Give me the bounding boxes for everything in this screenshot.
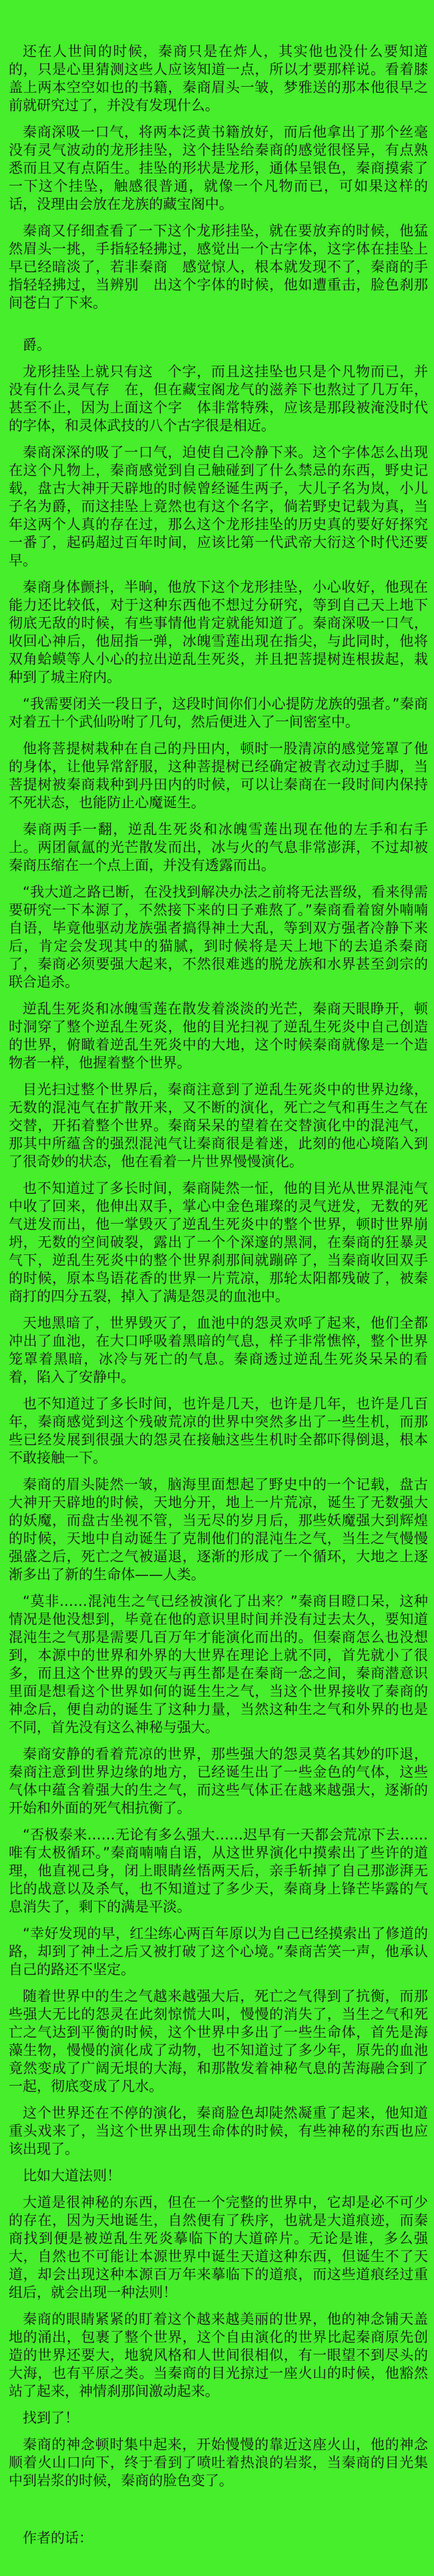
paragraph: 秦商又仔细查看了一下这个龙形挂坠，就在要放弃的时候，他猛然眉头一挑，手指轻轻拂过，感觉出一个古字体，这字体在挂坠上早已经暗淡了，若非秦商 感觉惊人，根本就发现不了，秦商的手指轻轻拂过，当辨别 出这个字体的时候，他如遭重击，脸色刹那间苍白了下来。 [9,223,428,311]
paragraph: 也不知道过了多长时间，秦商陡然一怔，他的目光从世界混沌气中收了回来，他伸出双手，掌心中金色璀璨的灵气迸发，无数的死气迸发而出，他一掌毁灭了逆乱生死炎中的整个世界，顿时世界崩坍，无数的空间破裂，露出了一个个深邃的黑洞，在秦商的狂暴灵气下，逆乱生死炎中的整个世界刹那间就蹦碎了，当秦商收回双手的时候，原本鸟语花香的世界一片荒凉，那轮太阳都残破了，被秦商打的四分五裂，掉入了满是怨灵的血池中。 [9,1180,428,1304]
paragraph: 秦商身体颤抖，半晌，他放下这个龙形挂坠，小心收好，他现在能力还比较低，对于这种东西他不想过分研究，等到自己天上地下彻底无敌的时候，有些事情他肯定就能知道了。秦商深吸一口气，收回心神后，他屈指一弹，冰魄雪莲出现在指尖，与此同时，他将双角蛤蟆等人小心的拉出逆乱生死炎，并且把菩提树连根拔起，栽种到了城主府内。 [9,579,428,685]
paragraph: 秦商安静的看着荒凉的世界，那些强大的怨灵莫名其妙的吓退，秦商注意到世界边缘的地方，已经诞生出了一些金色的气体，这些气体中蕴含着强大的生之气，而这些气体正在越来越强大，逐渐的开始和外面的死气相抗衡了。 [9,1746,428,1816]
paragraph: “我大道之路已断，在没找到解决办法之前将无法晋级，看来得需要研究一下本源了，不然接下来的日子难熬了。”秦商看着窗外喃喃自语，毕竟他驱动龙族强者搞得神土大乱，等到双方强者冷静下来后，肯定会发现其中的猫腻，到时候将是天上地下的去追杀秦商了，秦商必须要强大起来，不然很难逃的脱龙族和水界甚至剑宗的联合追杀。 [9,884,428,990]
paragraph: 秦商的眼睛紧紧的盯着这个越来越美丽的世界，他的神念铺天盖地的涌出，包裹了整个世界，这个自由演化的世界比起秦商原先创造的世界还要大，地貌风格和人世间很相似，有一眼望不到尽头的大海，也有平原之类。当秦商的目光掠过一座火山的时候，他豁然站了起来，神情刹那间激动起来。 [9,2311,428,2399]
paragraph: 秦商的眉头陡然一皱，脑海里面想起了野史中的一个记载，盘古大神开天辟地的时候，天地分开，地上一片荒凉，诞生了无数强大的妖魔，而盘古坐视不管，当无尽的岁月后，那些妖魔强大到辉煌的时候，天地中自动诞生了克制他们的混沌生之气，当生之气慢慢强盛之后，死亡之气被逼退，逐渐的形成了一个循环，大地之上逐渐多出了新的生命体——人类。 [9,1476,428,1583]
paragraph: 找到了！ [23,2410,79,2426]
author-note-label: 作者的话： [23,2530,93,2546]
paragraph: 也不知道过了多长时间，也许是几天，也许是几年，也许是几百年，秦商感觉到这个残破荒凉的世界中突然多出了一些生机，而那些已经发展到很强大的怨灵在接触这些生机时全都吓得倒退，根本不敢接触一下。 [9,1396,428,1466]
paragraph: 随着世界中的生之气越来越强大后，死亡之气得到了抗衡，而那些强大无比的怨灵在此刻惊慌大叫，慢慢的消失了，当生之气和死亡之气达到平衡的时候，这个世界中多出了一些生命体，首先是海藻生物，慢慢的演化成了动物，也不知道过了多少年，原先的血池竟然变成了广阔无垠的大海，和那散发着神秘气息的苦海融合到了一起，彻底变成了凡水。 [9,1988,428,2094]
chapter-text [9,43,428,2490]
paragraph: 比如大道法则！ [23,2168,121,2184]
paragraph: 目光扫过整个世界后，秦商注意到了逆乱生死炎中的世界边缘，无数的混沌气在扩散开来，又不断的演化，死亡之气和再生之气在交替，开拓着整个世界。秦商呆呆的望着在交替演化中的混沌气，那其中所蕴含的强烈混沌气让秦商很是着迷，此刻的他心境陷入到了很奇妙的状态，他在看着一片世界慢慢演化。 [9,1082,428,1170]
paragraph: 秦商的神念顿时集中起来，开始慢慢的靠近这座火山，他的神念顺着火山口向下，终于看到了喷吐着热浪的岩浆，当秦商的目光集中到岩浆的时候，秦商的脸色变了。 [9,2437,428,2489]
paragraph: 天地黑暗了，世界毁灭了，血池中的怨灵欢呼了起来，他们全都冲出了血池，在大口呼吸着黑暗的气息，样子非常憔悴，整个世界笼罩着黑暗，冰冷与死亡的气息。秦商透过逆乱生死炎呆呆的看着，陷入了安静中。 [9,1315,428,1385]
paragraph: 秦商深深的吸了一口气，迫使自己冷静下来。这个字体怎么出现在这个凡物上，秦商感觉到自己触碰到了什么禁忌的东西，野史记载，盘古大神开天辟地的时候曾经诞生两子，大儿子名为岚，小儿子名为爵，而这挂坠上竟然也有这个名字，倘若野史记载为真，当年这两个人真的存在过，那么这个龙形挂坠的历史真的要好好探究一番了，起码超过百年时间，应该比第一代武帝大衍这个时代还要早。 [9,444,428,568]
paragraph: 逆乱生死炎和冰魄雪莲在散发着淡淡的光芒，秦商天眼睁开，顿时洞穿了整个逆乱生死炎，他的目光扫视了逆乱生死炎中自己创造的世界，俯瞰着逆乱生死炎中的大地，这个时候秦商就像是一个造物者一样，他握着整个世界。 [9,1001,428,1071]
paragraph: “否极泰来……无论有多么强大……迟早有一天都会荒凉下去……唯有太极循环。”秦商喃喃自语，从这世界演化中摸索出了些许的道理，他直视己身，闭上眼睛丝悟两天后，亲手斩掉了自己那澎湃无比的战意以及杀气，也不知道过了多少天，秦商身上锋芒毕露的气息消失了，剩下的满是平淡。 [9,1827,428,1915]
paragraph: 秦商深吸一口气，将两本泛黄书籍放好，而后他拿出了那个丝毫没有灵气波动的龙形挂坠，这个挂坠给秦商的感觉很怪异，有点熟悉而且又有点陌生。挂坠的形状是龙形，通体呈银色，秦商摸索了一下这个挂坠，触感很普通，就像一个凡物而已，可如果这样的话，没理由会放在龙族的藏宝阁中。 [9,124,428,212]
paragraph: 他将菩提树栽种在自己的丹田内，顿时一股清凉的感觉笼罩了他的身体，让他异常舒服，这种菩提树已经确定被青衣动过手脚，当菩提树被秦商栽种到丹田内的时候，可以让秦商在一段时间内保持不死状态，也能防止心魔诞生。 [9,741,428,811]
paragraph: “我需要闭关一段日子，这段时间你们小心提防龙族的强者。”秦商对着五十个武仙吩咐了几句，然后便进入了一间密室中。 [9,696,428,730]
paragraph: 秦商两手一翻，逆乱生死炎和冰魄雪莲出现在他的左手和右手上。两团氤氲的光芒散发而出，冰与火的气息非常澎湃，不过却被秦商压缩在一个点上面，并没有透露而出。 [9,821,428,873]
paragraph: 这个世界还在不停的演化，秦商脸色却陡然凝重了起来，他知道重头戏来了，当这个世界出现生命体的时候，有些神秘的东西也应该出现了。 [9,2105,428,2157]
paragraph: 爵。 [23,337,51,353]
paragraph: “幸好发现的早，红尘练心两百年原以为自己已经摸索出了修道的路，却到了神土之后又被打破了这个心境。”秦商苦笑一声，他承认自己的路还不坚定。 [9,1925,428,1978]
paragraph: 大道是很神秘的东西，但在一个完整的世界中，它却是必不可少的存在，因为天地诞生，自然便有了秩序，也就是大道痕迹，而秦商找到便是被逆乱生死炎摹临下的大道碎片。无论是谁，多么强大，自然也不可能让本源世界中诞生天道这种东西，但诞生不了天道，却会出现这种本源百万年来摹临下的道痕，而这些道痕经过重组后，就会出现一种法则！ [9,2194,428,2300]
paragraph: “莫非……混沌生之气已经被演化了出来？”秦商目瞪口呆，这种情况是他没想到，毕竟在他的意识里时间并没有过去太久，要知道混沌生之气那是需要几百万年才能演化而出的。但秦商怎么也没想到，本源中的世界和外界的大世界在理论上就不同，首先就小了很多，而且这个世界的毁灭与再生都是在秦商一念之间，秦商潜意识里面是想看这个世界如何的诞生生之气，当这个世界接收了秦商的神念后，便自动的诞生了这种力量，当然这种生之气和外界的也是不同，首先没有这么神秘与强大。 [9,1593,428,1735]
paragraph: 龙形挂坠上就只有这 个字，而且这挂坠也只是个凡物而已，并没有什么灵气存 在，但在藏宝阁龙气的滋养下也熬过了几万年，甚至不止，因为上面这个字 体非常特殊，应该是那段被淹没时代的字体，和灵体武技的八个古字很是相近。 [9,364,428,434]
paragraph: 还在人世间的时候，秦商只是在炸人，其实他也没什么要知道的，只是心里猜测这些人应该知道一点，所以才要那样说。看着膝盖上两本空空如也的书籍，秦商眉头一皱，梦雅送的那本他很早之前就研究过了，并没有发现什么。 [9,43,428,113]
